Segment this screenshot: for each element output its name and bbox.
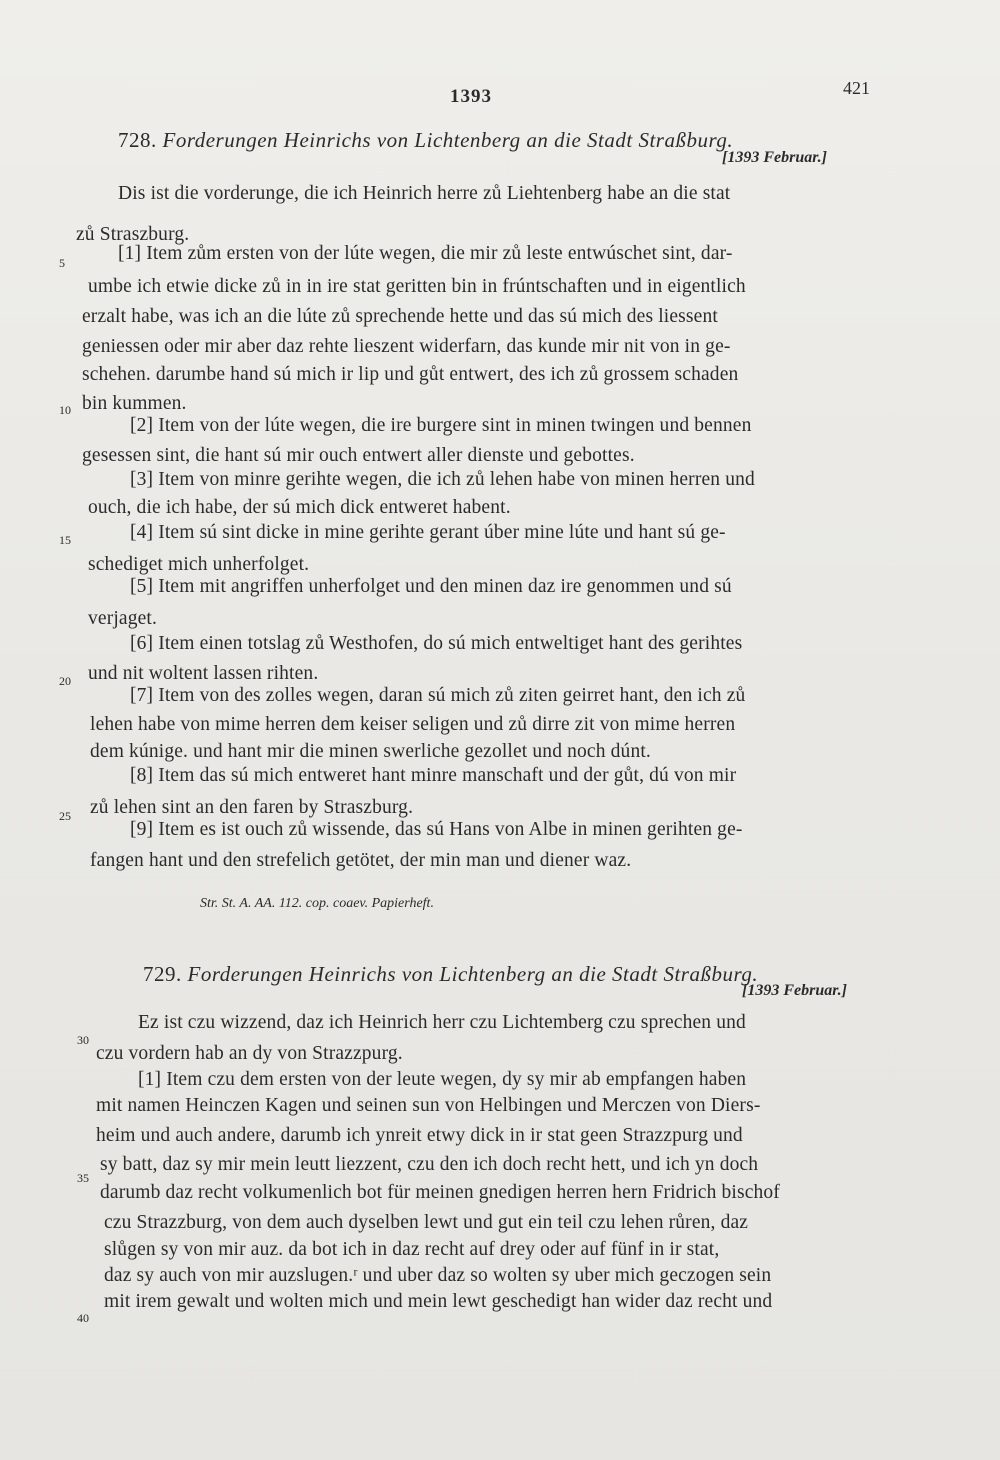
text-line: slůgen sy von mir auz. da bot ich in daz recht auf drey oder auf fünf in ir stat,: [104, 1239, 720, 1260]
text-line: Ez ist czu wizzend, daz ich Heinrich herr czu Lichtemberg czu sprechen und: [138, 1012, 746, 1033]
entry-728-title: [118, 128, 733, 153]
text-line: dem kúnige. und hant mir die minen swerliche gezollet und noch dúnt.: [90, 741, 651, 762]
text-line: darumb daz recht volkumenlich bot für meinen gnedigen herren hern Fridrich bischof: [100, 1182, 780, 1203]
entry-729-title: [143, 962, 758, 987]
text-line: umbe ich etwie dicke zů in in ire stat geritten bin in frúntschaften und in eigentlich: [88, 276, 746, 297]
text-line: bin kummen.: [82, 393, 187, 414]
text-line: [8] Item das sú mich entweret hant minre manschaft und der gůt, dú von mir: [130, 765, 737, 786]
text-line: gesessen sint, die hant sú mir ouch entwert aller dienste und gebottes.: [82, 445, 635, 466]
text-line: Dis ist die vorderunge, die ich Heinrich herre zů Liehtenberg habe an die stat: [118, 183, 731, 204]
running-header-year: 1393: [450, 86, 492, 107]
text-line: erzalt habe, was ich an die lúte zů sprechende hette und das sú mich des liessent: [82, 306, 718, 327]
margin-line-number: 40: [77, 1311, 89, 1325]
margin-line-number: 10: [59, 403, 71, 417]
text-line: [5] Item mit angriffen unherfolget und den minen daz ire genommen und sú: [130, 576, 732, 597]
text-line: mit irem gewalt und wolten mich und mein lewt geschedigt han wider daz recht und: [104, 1291, 773, 1312]
text-line: [2] Item von der lúte wegen, die ire burgere sint in minen twingen und bennen: [130, 415, 752, 436]
text-line: czu vordern hab an dy von Strazzpurg.: [96, 1043, 403, 1064]
margin-line-number: 30: [77, 1033, 89, 1047]
text-line: zů Straszburg.: [76, 224, 190, 245]
text-line: mit namen Heinczen Kagen und seinen sun von Helbingen und Merczen von Diers-: [96, 1095, 761, 1116]
margin-line-number: 15: [59, 533, 71, 547]
margin-line-number: 5: [59, 256, 65, 270]
text-line: verjaget.: [88, 608, 158, 629]
text-line: [6] Item einen totslag zů Westhofen, do sú mich entweltiget hant des gerihtes: [130, 633, 743, 654]
text-line: und nit woltent lassen rihten.: [88, 663, 319, 684]
text-line: fangen hant und den strefelich getötet, der min man und diener waz.: [90, 850, 632, 871]
text-line: [9] Item es ist ouch zů wissende, das sú Hans von Albe in minen gerihten ge-: [130, 819, 743, 840]
text-line: heim und auch andere, darumb ich ynreit etwy dick in ir stat geen Strazzpurg und: [96, 1125, 743, 1146]
text-line: [3] Item von minre gerihte wegen, die ich zů lehen habe von minen herren und: [130, 469, 755, 490]
entry-number: 728.: [118, 128, 157, 152]
source-citation: Str. St. A. AA. 112. cop. coaev. Papierheft.: [200, 896, 434, 911]
text-line: [7] Item von des zolles wegen, daran sú mich zů ziten geirret hant, den ich zů: [130, 685, 746, 706]
text-line: schehen. darumbe hand sú mich ir lip und gůt entwert, des ich zů grossem schaden: [82, 364, 739, 385]
text-line: [1] Item zům ersten von der lúte wegen, die mir zů leste entwúschet sint, dar-: [118, 243, 733, 264]
text-line: ouch, die ich habe, der sú mich dick entweret habent.: [88, 497, 511, 518]
text-line: sy batt, daz sy mir mein leutt liezzent, czu den ich doch recht hett, und ich yn doch: [100, 1154, 759, 1175]
text-line: [4] Item sú sint dicke in mine gerihte gerant úber mine lúte und hant sú ge-: [130, 522, 726, 543]
entry-title-text: Forderungen Heinrichs von Lichtenberg an die Stadt Straßburg.: [162, 128, 734, 152]
margin-line-number: 25: [59, 809, 71, 823]
entry-title-text: Forderungen Heinrichs von Lichtenberg an die Stadt Straßburg.: [187, 962, 759, 986]
entry-729-date: [1393 Februar.]: [742, 982, 847, 999]
text-line: daz sy auch von mir auzslugen.ʳ und uber daz so wolten sy uber mich geczogen sein: [104, 1265, 772, 1286]
text-line: [1] Item czu dem ersten von der leute wegen, dy sy mir ab empfangen haben: [138, 1069, 747, 1090]
text-line: czu Strazzburg, von dem auch dyselben lewt und gut ein teil czu lehen růren, daz: [104, 1212, 749, 1233]
page-number: 421: [843, 78, 870, 98]
text-line: geniessen oder mir aber daz rehte lieszent widerfarn, das kunde mir nit von in ge-: [82, 336, 731, 357]
text-line: schediget mich unherfolget.: [88, 554, 310, 575]
entry-728-date: [1393 Februar.]: [722, 149, 827, 166]
margin-line-number: 20: [59, 674, 71, 688]
text-line: zů lehen sint an den faren by Straszburg.: [90, 797, 414, 818]
text-line: lehen habe von mime herren dem keiser seligen und zů dirre zit von mime herren: [90, 714, 736, 735]
entry-number: 729.: [143, 962, 182, 986]
margin-line-number: 35: [77, 1171, 89, 1185]
